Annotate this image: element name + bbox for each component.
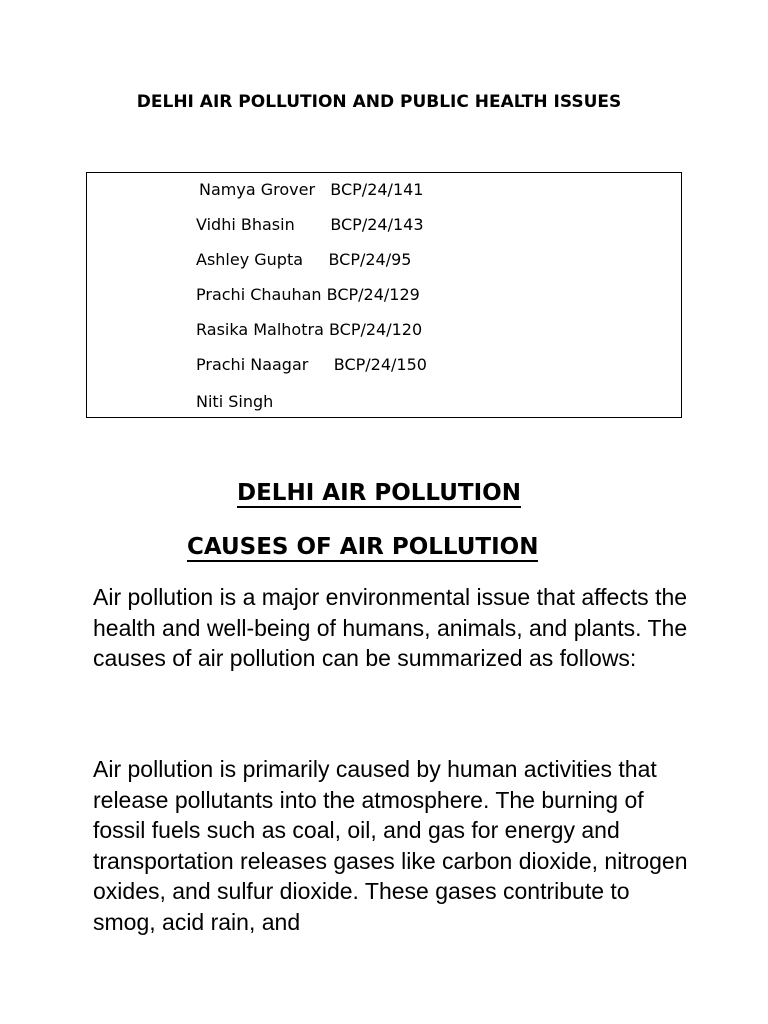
- section-heading-text: DELHI AIR POLLUTION: [237, 480, 521, 506]
- member-row: Niti Singh: [196, 392, 274, 411]
- paragraph-causes: Air pollution is primarily caused by human activities that release pollutants into the atmosphere. The burning of fossil fuels such as coal, oil, and gas for energy and transportation releases gases like carbon dioxide, nitrogen oxides, and sulfur dioxide. These gases contribute to smog, acid rain, and: [93, 756, 688, 935]
- document-title: DELHI AIR POLLUTION AND PUBLIC HEALTH ISSUES: [136, 92, 622, 112]
- paragraph-intro: Air pollution is a major environmental issue that affects the health and well-being of humans, animals, and plants. The causes of air pollution can be summarized as follows:: [93, 584, 688, 671]
- member-row: Prachi Naagar BCP/24/150: [196, 355, 427, 374]
- subsection-heading-text: CAUSES OF AIR POLLUTION: [187, 534, 539, 560]
- section-heading: [0, 480, 758, 506]
- member-row: Prachi Chauhan BCP/24/129: [196, 285, 420, 304]
- subsection-heading: [187, 534, 538, 560]
- group-members-box: [86, 172, 682, 418]
- member-row: Vidhi Bhasin BCP/24/143: [196, 215, 424, 234]
- member-row: Ashley Gupta BCP/24/95: [196, 250, 412, 269]
- member-row: Namya Grover BCP/24/141: [199, 180, 424, 199]
- member-row: Rasika Malhotra BCP/24/120: [196, 320, 423, 339]
